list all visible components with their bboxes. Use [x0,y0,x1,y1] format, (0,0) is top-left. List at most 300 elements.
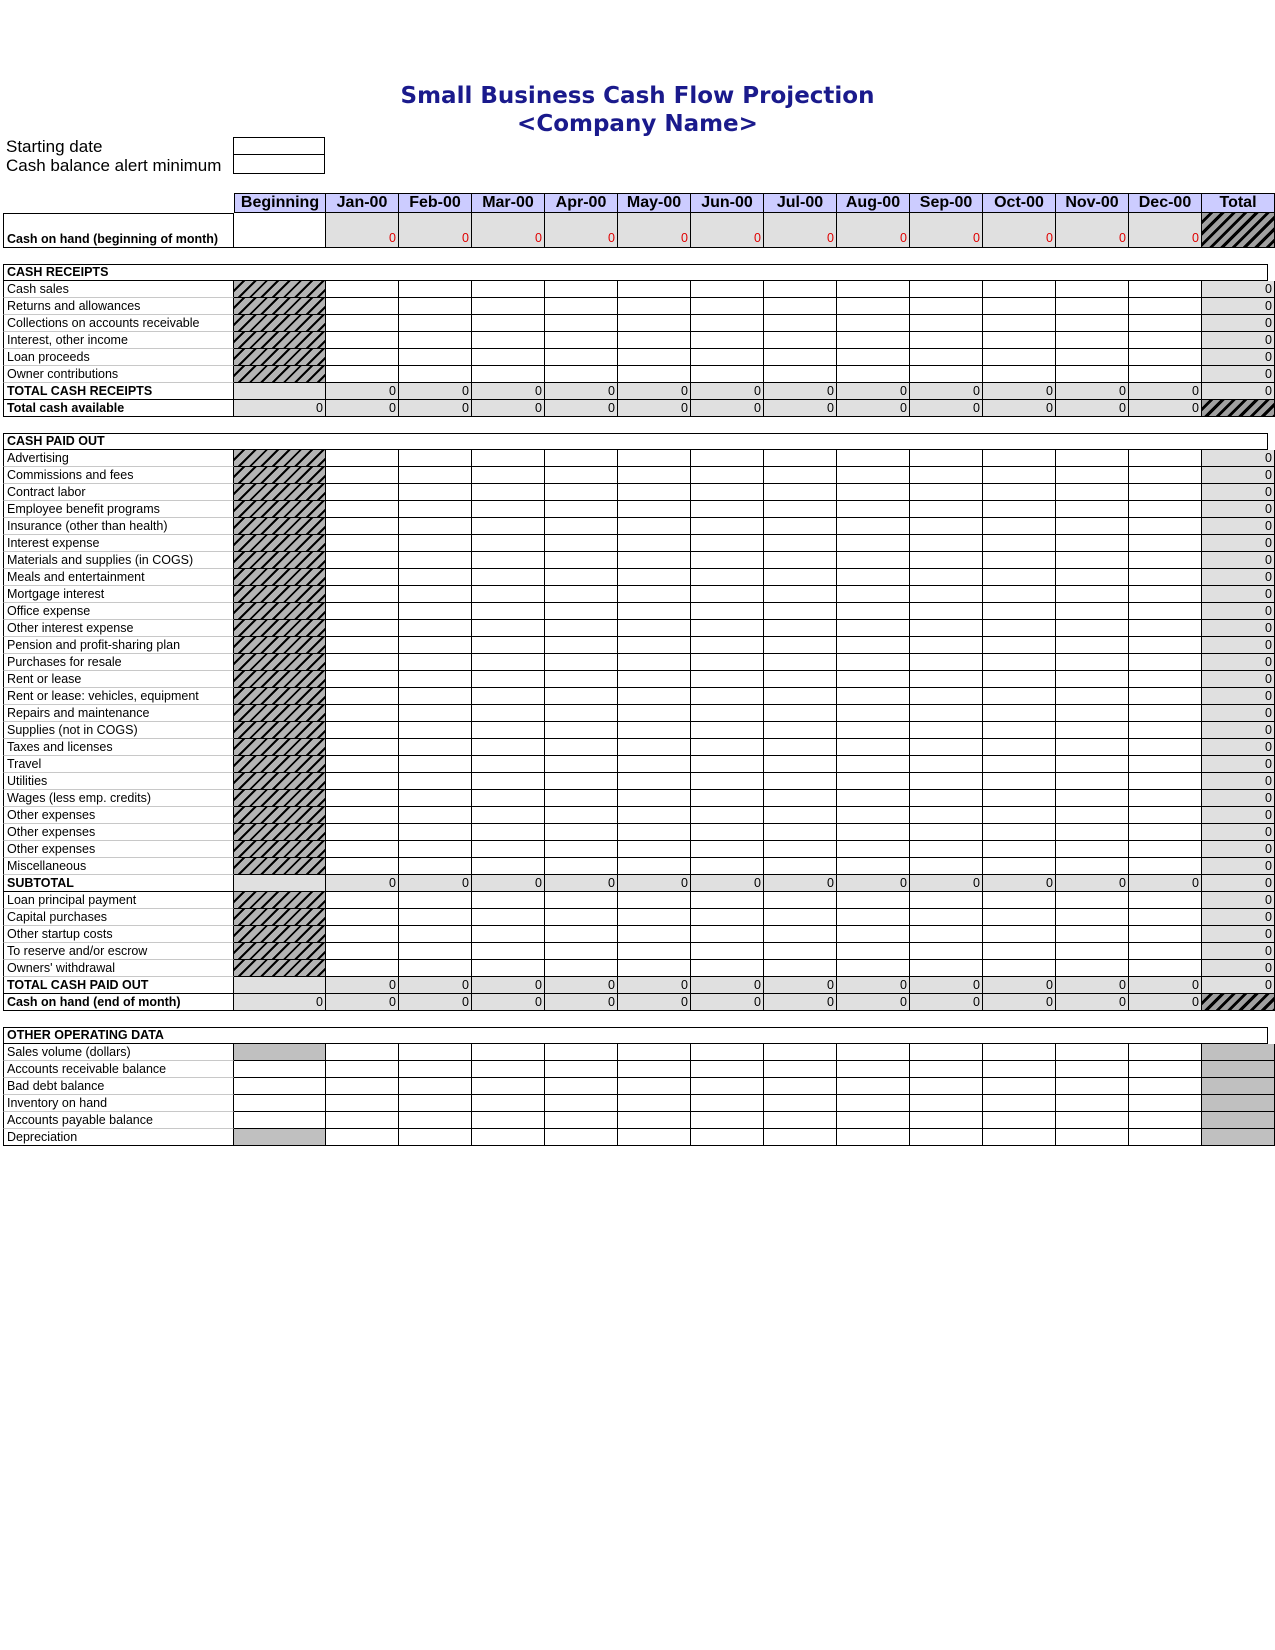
month-input[interactable] [399,688,472,705]
month-input[interactable] [472,926,545,943]
month-input[interactable] [545,722,618,739]
month-input[interactable] [472,281,545,298]
month-input[interactable] [399,569,472,586]
month-input[interactable] [764,349,837,366]
month-input[interactable] [764,909,837,926]
month-input[interactable] [983,773,1056,790]
month-input[interactable] [326,366,399,383]
month-input[interactable] [1129,535,1202,552]
beginning-cell[interactable] [234,213,326,248]
month-input[interactable] [472,943,545,960]
month-input[interactable] [472,909,545,926]
month-input[interactable] [837,1078,910,1095]
month-input[interactable] [399,366,472,383]
month-input[interactable] [326,909,399,926]
month-input[interactable] [545,315,618,332]
month-input[interactable] [472,892,545,909]
month-input[interactable] [618,332,691,349]
month-input[interactable] [545,450,618,467]
month-input[interactable] [910,281,983,298]
month-input[interactable] [910,909,983,926]
month-input[interactable] [1129,824,1202,841]
month-input[interactable] [1129,1078,1202,1095]
month-input[interactable] [983,518,1056,535]
month-input[interactable] [399,298,472,315]
month-input[interactable] [1129,637,1202,654]
month-input[interactable] [983,926,1056,943]
month-input[interactable] [764,569,837,586]
month-input[interactable] [691,586,764,603]
month-input[interactable] [545,671,618,688]
month-input[interactable] [837,773,910,790]
month-input[interactable] [618,501,691,518]
month-input[interactable] [983,960,1056,977]
month-input[interactable] [618,943,691,960]
month-input[interactable] [472,1044,545,1061]
month-input[interactable] [764,790,837,807]
month-input[interactable] [399,349,472,366]
month-input[interactable] [691,603,764,620]
month-input[interactable] [618,484,691,501]
month-input[interactable] [326,790,399,807]
month-input[interactable] [326,450,399,467]
month-input[interactable] [472,807,545,824]
month-input[interactable] [983,535,1056,552]
month-input[interactable] [472,841,545,858]
month-input[interactable] [326,773,399,790]
month-input[interactable] [910,603,983,620]
month-input[interactable] [691,366,764,383]
month-input[interactable] [837,603,910,620]
month-input[interactable] [472,298,545,315]
month-input[interactable] [837,366,910,383]
month-input[interactable] [618,298,691,315]
month-input[interactable] [472,349,545,366]
month-input[interactable] [837,518,910,535]
month-input[interactable] [399,1129,472,1146]
month-input[interactable] [983,586,1056,603]
month-input[interactable] [691,349,764,366]
month-input[interactable] [326,688,399,705]
month-input[interactable] [1056,722,1129,739]
month-input[interactable] [472,960,545,977]
month-input[interactable] [910,1112,983,1129]
month-input[interactable] [764,671,837,688]
month-input[interactable] [910,1061,983,1078]
month-input[interactable] [764,637,837,654]
month-input[interactable] [983,620,1056,637]
month-input[interactable] [837,671,910,688]
month-input[interactable] [1129,281,1202,298]
month-input[interactable] [764,892,837,909]
month-input[interactable] [910,943,983,960]
month-input[interactable] [691,773,764,790]
month-input[interactable] [1129,688,1202,705]
month-input[interactable] [618,654,691,671]
month-input[interactable] [837,756,910,773]
month-input[interactable] [326,892,399,909]
month-input[interactable] [1129,739,1202,756]
month-input[interactable] [545,1078,618,1095]
month-input[interactable] [1056,315,1129,332]
month-input[interactable] [910,518,983,535]
month-input[interactable] [1056,450,1129,467]
month-input[interactable] [472,858,545,875]
month-input[interactable] [983,892,1056,909]
month-input[interactable] [837,535,910,552]
month-input[interactable] [618,603,691,620]
month-input[interactable] [983,603,1056,620]
month-input[interactable] [837,841,910,858]
month-input[interactable] [326,1044,399,1061]
month-input[interactable] [910,1129,983,1146]
month-input[interactable] [764,773,837,790]
month-input[interactable] [326,722,399,739]
month-input[interactable] [983,654,1056,671]
month-input[interactable] [618,535,691,552]
month-input[interactable] [545,332,618,349]
month-input[interactable] [618,688,691,705]
month-input[interactable] [399,960,472,977]
month-input[interactable] [1056,535,1129,552]
month-input[interactable] [837,688,910,705]
month-input[interactable] [691,926,764,943]
month-input[interactable] [472,671,545,688]
month-input[interactable] [472,756,545,773]
month-input[interactable] [691,688,764,705]
month-input[interactable] [910,450,983,467]
month-input[interactable] [837,960,910,977]
month-input[interactable] [764,943,837,960]
month-input[interactable] [1056,909,1129,926]
month-input[interactable] [910,960,983,977]
month-input[interactable] [1129,501,1202,518]
month-input[interactable] [837,637,910,654]
month-input[interactable] [1129,1112,1202,1129]
month-input[interactable] [1056,603,1129,620]
month-input[interactable] [764,586,837,603]
month-input[interactable] [545,586,618,603]
month-input[interactable] [545,501,618,518]
month-input[interactable] [399,739,472,756]
month-input[interactable] [399,773,472,790]
month-input[interactable] [764,705,837,722]
month-input[interactable] [1056,1129,1129,1146]
month-input[interactable] [545,739,618,756]
month-input[interactable] [399,484,472,501]
month-input[interactable] [472,790,545,807]
month-input[interactable] [326,1078,399,1095]
month-input[interactable] [399,586,472,603]
month-input[interactable] [1056,807,1129,824]
month-input[interactable] [472,1112,545,1129]
month-input[interactable] [837,1112,910,1129]
month-input[interactable] [326,943,399,960]
month-input[interactable] [983,1112,1056,1129]
month-input[interactable] [837,552,910,569]
month-input[interactable] [764,1044,837,1061]
month-input[interactable] [326,620,399,637]
month-input[interactable] [1056,366,1129,383]
month-input[interactable] [1129,552,1202,569]
month-input[interactable] [983,501,1056,518]
month-input[interactable] [472,1078,545,1095]
month-input[interactable] [691,1095,764,1112]
month-input[interactable] [983,315,1056,332]
month-input[interactable] [691,484,764,501]
month-input[interactable] [691,654,764,671]
month-input[interactable] [1056,467,1129,484]
month-input[interactable] [399,1078,472,1095]
month-input[interactable] [1056,858,1129,875]
month-input[interactable] [691,467,764,484]
month-input[interactable] [983,671,1056,688]
month-input[interactable] [837,569,910,586]
month-input[interactable] [1129,569,1202,586]
month-input[interactable] [1129,1095,1202,1112]
month-input[interactable] [472,450,545,467]
month-input[interactable] [618,450,691,467]
month-input[interactable] [983,722,1056,739]
month-input[interactable] [545,892,618,909]
month-input[interactable] [764,1112,837,1129]
month-input[interactable] [983,349,1056,366]
month-input[interactable] [618,807,691,824]
month-input[interactable] [764,858,837,875]
month-input[interactable] [399,807,472,824]
month-input[interactable] [1129,722,1202,739]
month-input[interactable] [1056,739,1129,756]
month-input[interactable] [837,467,910,484]
month-input[interactable] [618,909,691,926]
month-input[interactable] [764,824,837,841]
month-input[interactable] [1129,790,1202,807]
month-input[interactable] [545,790,618,807]
month-input[interactable] [983,756,1056,773]
month-input[interactable] [910,484,983,501]
month-input[interactable] [1129,620,1202,637]
month-input[interactable] [399,603,472,620]
month-input[interactable] [1129,858,1202,875]
month-input[interactable] [910,756,983,773]
month-input[interactable] [472,722,545,739]
month-input[interactable] [837,722,910,739]
month-input[interactable] [837,807,910,824]
month-input[interactable] [399,824,472,841]
month-input[interactable] [399,552,472,569]
alert-minimum-field[interactable] [233,155,325,174]
month-input[interactable] [983,484,1056,501]
month-input[interactable] [691,807,764,824]
month-input[interactable] [910,858,983,875]
month-input[interactable] [1056,1112,1129,1129]
month-input[interactable] [691,535,764,552]
month-input[interactable] [983,332,1056,349]
month-input[interactable] [983,1095,1056,1112]
month-input[interactable] [399,841,472,858]
month-input[interactable] [326,824,399,841]
month-input[interactable] [399,790,472,807]
month-input[interactable] [983,1061,1056,1078]
month-input[interactable] [910,722,983,739]
month-input[interactable] [618,518,691,535]
month-input[interactable] [1056,349,1129,366]
month-input[interactable] [399,858,472,875]
month-input[interactable] [326,1095,399,1112]
month-input[interactable] [326,467,399,484]
month-input[interactable] [326,332,399,349]
month-input[interactable] [1056,773,1129,790]
month-input[interactable] [545,1095,618,1112]
month-input[interactable] [910,569,983,586]
month-input[interactable] [837,620,910,637]
month-input[interactable] [326,281,399,298]
month-input[interactable] [399,620,472,637]
month-input[interactable] [1129,298,1202,315]
month-input[interactable] [545,807,618,824]
month-input[interactable] [545,773,618,790]
month-input[interactable] [618,1129,691,1146]
month-input[interactable] [399,518,472,535]
month-input[interactable] [399,501,472,518]
month-input[interactable] [399,1061,472,1078]
month-input[interactable] [1056,501,1129,518]
month-input[interactable] [764,926,837,943]
month-input[interactable] [399,943,472,960]
month-input[interactable] [399,1044,472,1061]
month-input[interactable] [764,1095,837,1112]
beginning-cell[interactable] [234,1112,326,1129]
month-input[interactable] [399,705,472,722]
month-input[interactable] [1056,671,1129,688]
month-input[interactable] [545,841,618,858]
month-input[interactable] [691,841,764,858]
month-input[interactable] [545,569,618,586]
month-input[interactable] [983,1044,1056,1061]
month-input[interactable] [837,450,910,467]
month-input[interactable] [983,298,1056,315]
beginning-cell[interactable] [234,1078,326,1095]
month-input[interactable] [691,671,764,688]
month-input[interactable] [691,281,764,298]
month-input[interactable] [472,1095,545,1112]
month-input[interactable] [1056,790,1129,807]
month-input[interactable] [618,960,691,977]
month-input[interactable] [1129,603,1202,620]
month-input[interactable] [326,552,399,569]
month-input[interactable] [691,1044,764,1061]
month-input[interactable] [837,892,910,909]
month-input[interactable] [1129,518,1202,535]
month-input[interactable] [618,1112,691,1129]
month-input[interactable] [910,807,983,824]
month-input[interactable] [326,637,399,654]
month-input[interactable] [326,858,399,875]
month-input[interactable] [472,366,545,383]
month-input[interactable] [910,790,983,807]
month-input[interactable] [618,315,691,332]
month-input[interactable] [764,1078,837,1095]
month-input[interactable] [1056,654,1129,671]
month-input[interactable] [472,1129,545,1146]
month-input[interactable] [399,467,472,484]
month-input[interactable] [472,501,545,518]
month-input[interactable] [837,1061,910,1078]
month-input[interactable] [472,535,545,552]
month-input[interactable] [399,332,472,349]
month-input[interactable] [1129,756,1202,773]
month-input[interactable] [691,858,764,875]
month-input[interactable] [910,773,983,790]
month-input[interactable] [1056,637,1129,654]
month-input[interactable] [618,671,691,688]
month-input[interactable] [545,926,618,943]
month-input[interactable] [837,909,910,926]
month-input[interactable] [983,909,1056,926]
month-input[interactable] [326,960,399,977]
month-input[interactable] [1129,960,1202,977]
month-input[interactable] [837,943,910,960]
month-input[interactable] [837,1095,910,1112]
month-input[interactable] [910,366,983,383]
month-input[interactable] [1056,552,1129,569]
month-input[interactable] [545,1061,618,1078]
month-input[interactable] [472,332,545,349]
month-input[interactable] [983,637,1056,654]
month-input[interactable] [837,1129,910,1146]
month-input[interactable] [618,569,691,586]
month-input[interactable] [326,1061,399,1078]
month-input[interactable] [910,841,983,858]
month-input[interactable] [1129,315,1202,332]
month-input[interactable] [691,960,764,977]
month-input[interactable] [545,484,618,501]
month-input[interactable] [691,1129,764,1146]
month-input[interactable] [326,1112,399,1129]
month-input[interactable] [1129,671,1202,688]
month-input[interactable] [691,892,764,909]
month-input[interactable] [1129,450,1202,467]
starting-date-field[interactable] [233,137,325,155]
month-input[interactable] [837,349,910,366]
month-input[interactable] [545,298,618,315]
month-input[interactable] [691,943,764,960]
month-input[interactable] [545,535,618,552]
month-input[interactable] [545,858,618,875]
month-input[interactable] [764,756,837,773]
month-input[interactable] [326,705,399,722]
month-input[interactable] [1129,1044,1202,1061]
month-input[interactable] [545,518,618,535]
month-input[interactable] [837,739,910,756]
month-input[interactable] [910,926,983,943]
month-input[interactable] [326,603,399,620]
month-input[interactable] [910,671,983,688]
month-input[interactable] [910,501,983,518]
beginning-cell[interactable] [234,1095,326,1112]
month-input[interactable] [618,824,691,841]
month-input[interactable] [764,518,837,535]
month-input[interactable] [326,349,399,366]
month-input[interactable] [326,926,399,943]
month-input[interactable] [837,926,910,943]
month-input[interactable] [472,637,545,654]
month-input[interactable] [764,620,837,637]
month-input[interactable] [910,1044,983,1061]
month-input[interactable] [545,349,618,366]
month-input[interactable] [764,722,837,739]
month-input[interactable] [1129,926,1202,943]
